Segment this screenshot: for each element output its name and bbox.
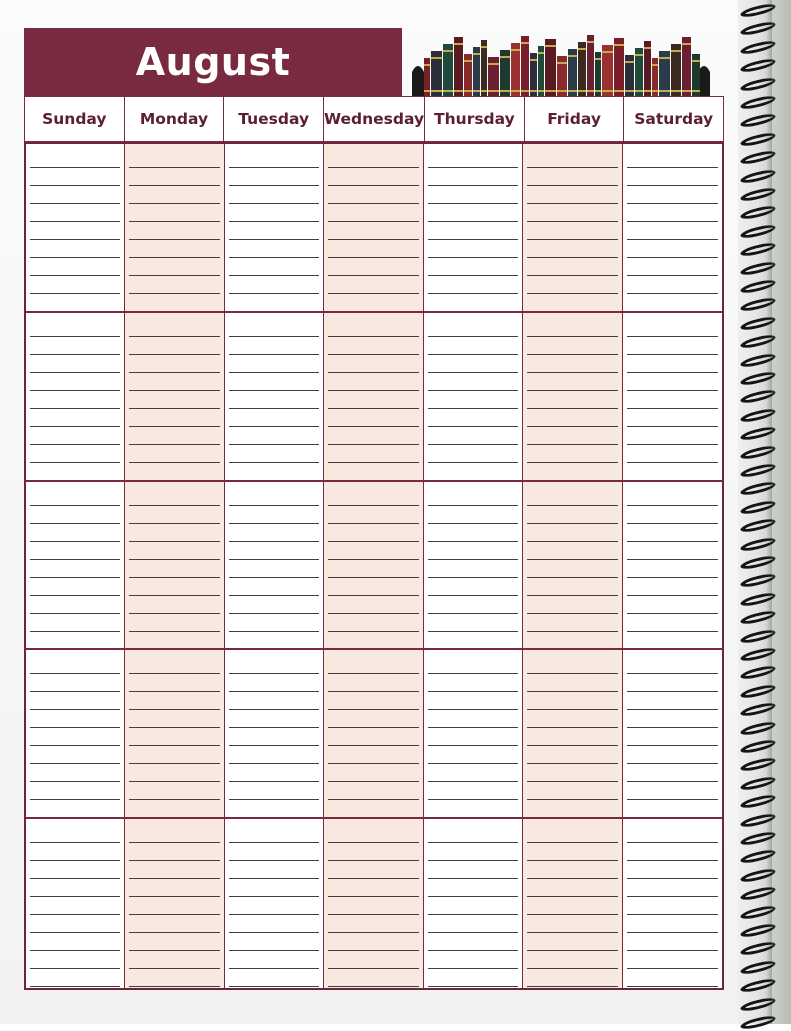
day-cell[interactable] <box>125 144 224 313</box>
day-cell[interactable] <box>26 650 125 819</box>
day-label: Monday <box>139 110 209 128</box>
day-cell[interactable] <box>225 144 324 313</box>
day-cell[interactable] <box>324 144 423 313</box>
day-cell[interactable] <box>225 650 324 819</box>
day-header-wednesday <box>323 96 424 142</box>
bookshelf-icon <box>410 32 712 96</box>
day-cell[interactable] <box>623 144 722 313</box>
month-title: August <box>135 40 291 84</box>
day-cell[interactable] <box>623 313 722 482</box>
day-cell[interactable] <box>324 313 423 482</box>
weekday-header-row <box>24 96 724 142</box>
spiral-binding <box>738 0 791 1024</box>
day-header-monday <box>124 96 224 142</box>
day-header-friday <box>524 96 624 142</box>
day-label: Sunday <box>42 110 107 128</box>
day-label: Saturday <box>634 110 714 128</box>
day-header-tuesday <box>223 96 323 142</box>
day-cell[interactable] <box>125 482 224 651</box>
day-cell[interactable] <box>523 819 622 988</box>
day-cell[interactable] <box>26 144 125 313</box>
day-cell[interactable] <box>623 650 722 819</box>
day-cell[interactable] <box>424 313 523 482</box>
day-cell[interactable] <box>424 650 523 819</box>
day-cell[interactable] <box>623 482 722 651</box>
day-cell[interactable] <box>26 482 125 651</box>
day-cell[interactable] <box>324 482 423 651</box>
day-cell[interactable] <box>26 313 125 482</box>
month-title-bar <box>24 28 402 96</box>
day-cell[interactable] <box>225 313 324 482</box>
day-label: Wednesday <box>323 110 425 128</box>
day-cell[interactable] <box>324 650 423 819</box>
day-cell[interactable] <box>225 819 324 988</box>
day-header-saturday <box>623 96 724 142</box>
day-cell[interactable] <box>523 650 622 819</box>
day-cell[interactable] <box>225 482 324 651</box>
day-label: Friday <box>547 110 601 128</box>
day-header-thursday <box>424 96 524 142</box>
coil-ring <box>739 1014 776 1031</box>
day-cell[interactable] <box>424 819 523 988</box>
day-label: Tuesday <box>238 110 310 128</box>
day-cell[interactable] <box>125 819 224 988</box>
day-cell[interactable] <box>125 650 224 819</box>
day-cell[interactable] <box>324 819 423 988</box>
day-cell[interactable] <box>623 819 722 988</box>
day-cell[interactable] <box>424 482 523 651</box>
day-cell[interactable] <box>424 144 523 313</box>
day-cell[interactable] <box>523 482 622 651</box>
day-header-sunday <box>24 96 124 142</box>
day-cell[interactable] <box>26 819 125 988</box>
day-cell[interactable] <box>125 313 224 482</box>
day-label: Thursday <box>434 110 515 128</box>
calendar-grid <box>24 142 724 990</box>
day-cell[interactable] <box>523 144 622 313</box>
day-cell[interactable] <box>523 313 622 482</box>
